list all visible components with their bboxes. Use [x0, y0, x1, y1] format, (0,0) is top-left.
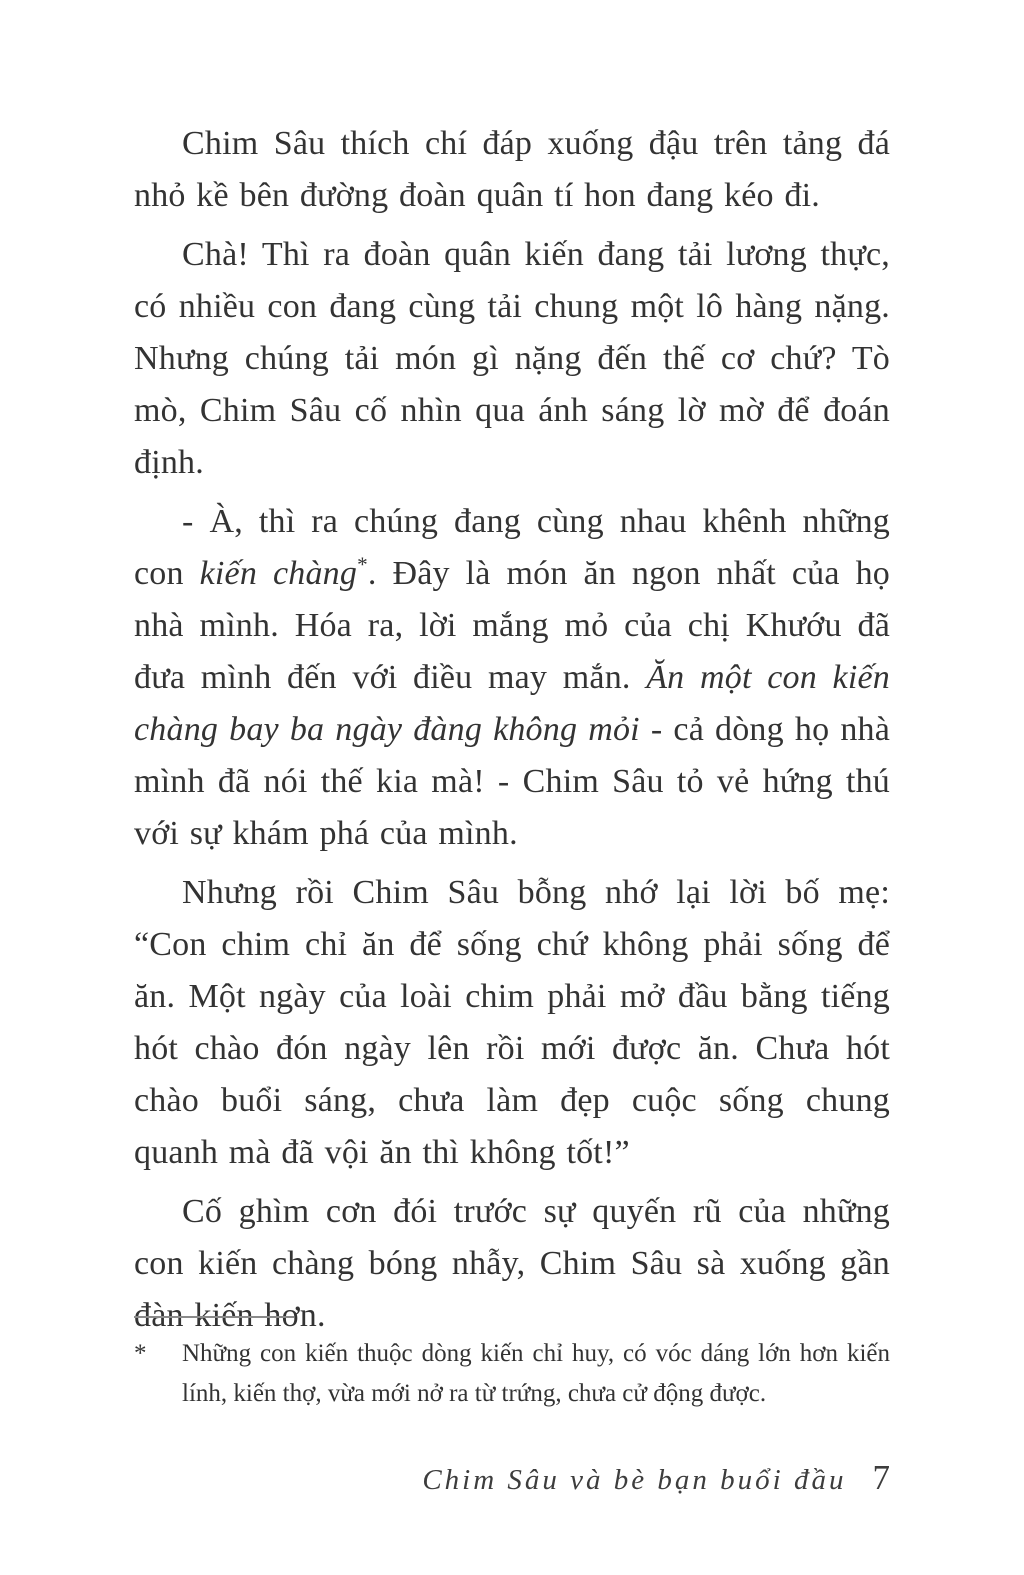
paragraph-3-text-b: . Đây là món ăn ngon nhất của họ nhà mình. Hóa ra, lời mắng mỏ của chị Khướu đã đưa mình đến với điều may mắn.: [134, 555, 890, 696]
running-title: Chim Sâu và bè bạn buổi đầu: [422, 1464, 847, 1496]
paragraph-4-text: Nhưng rồi Chim Sâu bỗng nhớ lại lời bố mẹ: “Con chim chỉ ăn để sống chứ không phải sống để ăn. Một ngày của loài chim phải mở đầu bằng tiếng hót chào đón ngày lên rồi mới được ăn. Chưa hót chào buổi sáng, chưa làm đẹp cuộc sống chung quanh mà đã vội ăn thì không tốt!”: [134, 874, 890, 1171]
paragraph-2-text: Chà! Thì ra đoàn quân kiến đang tải lương thực, có nhiều con đang cùng tải chung một lô hàng nặng. Nhưng chúng tải món gì nặng đến thế cơ chứ? Tò mò, Chim Sâu cố nhìn qua ánh sáng lờ mờ để đoán định.: [134, 236, 890, 481]
footnote-separator-rule: [134, 1316, 294, 1318]
paragraph-3-text-a: - À, thì ra chúng đang cùng nhau khênh những con: [134, 503, 890, 592]
paragraph-3-italic-proverb: Ăn một con kiến chàng bay ba ngày đàng không mỏi: [134, 659, 890, 748]
page-footer: [422, 1458, 890, 1498]
paragraph-3: [134, 496, 890, 860]
paragraph-1: [134, 118, 890, 222]
paragraph-4: [134, 867, 890, 1179]
footnote-text: Những con kiến thuộc dòng kiến chỉ huy, có vóc dáng lớn hơn kiến lính, kiến thợ, vừa mới nở ra từ trứng, chưa cử động được.: [182, 1340, 890, 1407]
footnote-area: [134, 1316, 890, 1414]
paragraph-2: [134, 229, 890, 489]
page-number: 7: [872, 1458, 890, 1497]
paragraph-3-text-c: - cả dòng họ nhà mình đã nói thế kia mà! - Chim Sâu tỏ vẻ hứng thú với sự khám phá của mình.: [134, 711, 891, 852]
footnote-marker: *: [134, 1340, 147, 1367]
paragraph-3-italic-term: kiến chàng: [199, 555, 358, 592]
paragraph-1-text: Chim Sâu thích chí đáp xuống đậu trên tảng đá nhỏ kề bên đường đoàn quân tí hon đang kéo đi.: [134, 125, 890, 214]
text-column: [134, 118, 890, 1349]
footnote-reference-asterisk: *: [357, 552, 368, 577]
footnote: [134, 1334, 890, 1414]
paragraph-5-text: Cố ghìm cơn đói trước sự quyến rũ của những con kiến chàng bóng nhẫy, Chim Sâu sà xuống gần đàn kiến hơn.: [134, 1193, 890, 1334]
